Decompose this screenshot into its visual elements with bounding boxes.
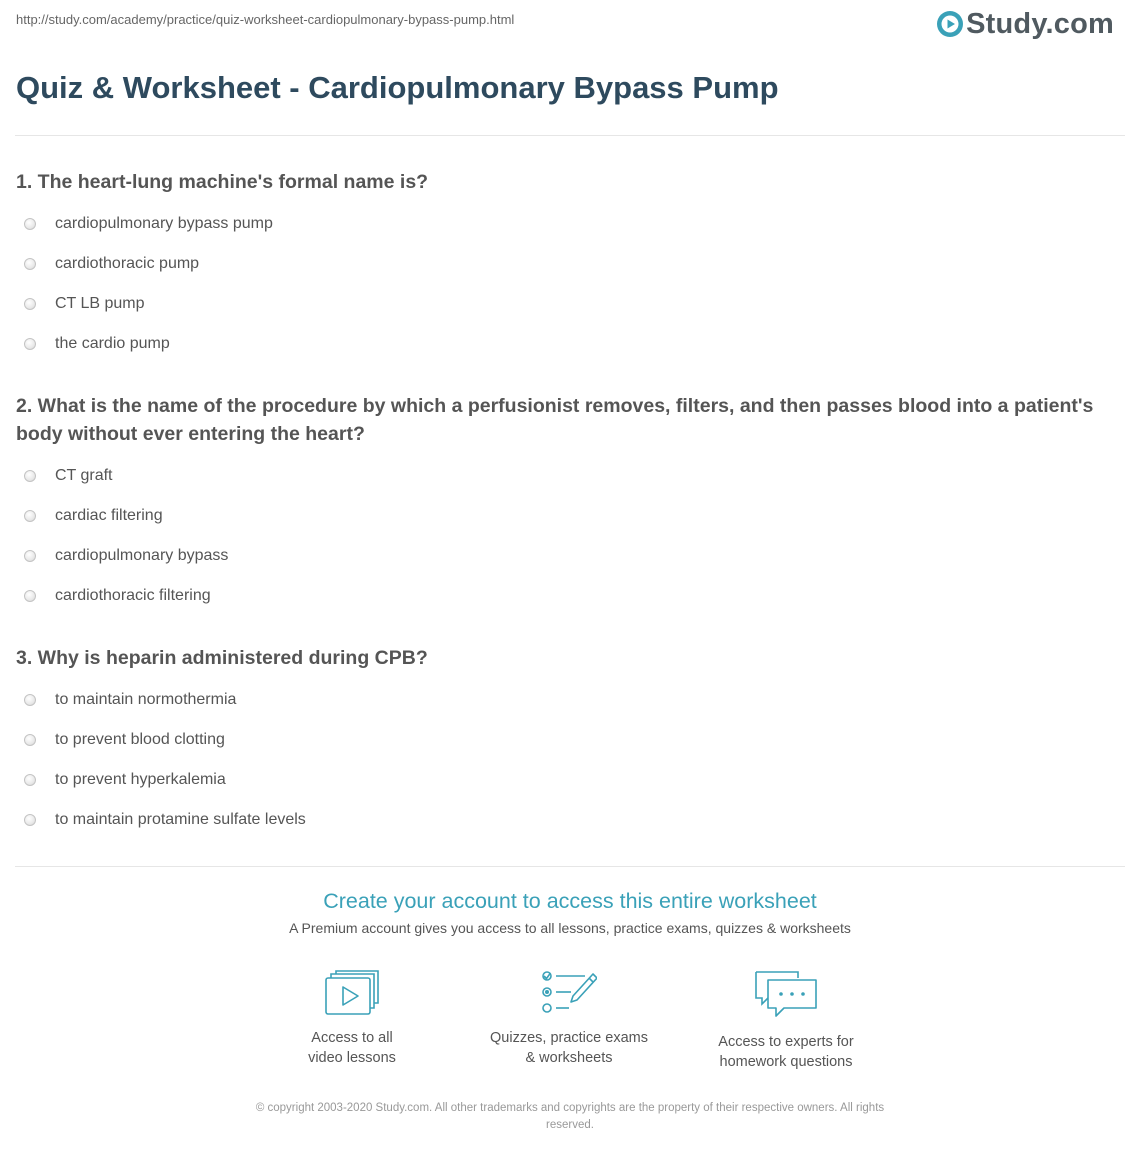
video-lessons-icon [324,970,380,1016]
radio-button[interactable] [24,814,36,826]
radio-button[interactable] [24,694,36,706]
answer-option[interactable] [16,456,1116,496]
answer-option[interactable] [16,496,1116,536]
answer-option[interactable] [16,576,1116,616]
question-text: 1. The heart-lung machine's formal name is? [16,171,429,193]
play-circle-icon [937,11,963,37]
answer-label: to prevent blood clotting [55,731,225,748]
answer-label: cardiothoracic filtering [55,587,211,604]
copyright-line-1: © copyright 2003-2020 Study.com. All other trademarks and copyrights are the property of their respective owners. All rights [255,1102,885,1114]
radio-button[interactable] [24,590,36,602]
answer-option[interactable] [16,680,1116,720]
copyright-line-2: reserved. [546,1119,594,1131]
cta-subtitle: A Premium account gives you access to all lessons, practice exams, quizzes & worksheets [289,920,851,936]
question-text: 2. What is the name of the procedure by which a perfusionist removes, filters, and then passes blood into a patient's body without ever entering the heart? [16,395,1094,445]
feature-experts [686,970,886,1072]
radio-button[interactable] [24,298,36,310]
answer-option[interactable] [16,324,1116,364]
footer-divider [15,866,1125,867]
answer-label: to maintain protamine sulfate levels [55,811,306,828]
feature-label-line-2: video lessons [308,1050,396,1066]
answer-label: the cardio pump [55,335,170,352]
answer-option[interactable] [16,536,1116,576]
answer-label: cardiothoracic pump [55,255,200,272]
radio-button[interactable] [24,510,36,522]
radio-button[interactable] [24,470,36,482]
radio-button[interactable] [24,734,36,746]
quiz-checklist-icon [541,970,597,1016]
page-url: http://study.com/academy/practice/quiz-worksheet-cardiopulmonary-bypass-pump.html [16,12,515,27]
question-text: 3. Why is heparin administered during CPB? [16,647,428,669]
answer-label: to prevent hyperkalemia [55,771,226,788]
feature-label [469,1028,669,1068]
feature-label-line-1: Access to all [311,1030,393,1046]
answer-label: cardiopulmonary bypass [55,547,229,564]
answer-list [16,456,1116,616]
question-2 [16,392,1116,616]
answer-list [16,680,1116,840]
answer-list [16,204,1116,364]
feature-label [252,1028,452,1068]
radio-button[interactable] [24,550,36,562]
radio-button[interactable] [24,218,36,230]
answer-label: CT LB pump [55,295,145,312]
question-1 [16,168,1116,364]
question-3 [16,644,1116,840]
header-divider [15,135,1125,136]
answer-option[interactable] [16,284,1116,324]
feature-video-lessons [252,970,452,1068]
answer-label: cardiac filtering [55,507,163,524]
answer-label: to maintain normothermia [55,691,237,708]
cta-title[interactable]: Create your account to access this entire worksheet [323,889,817,913]
answer-option[interactable] [16,204,1116,244]
radio-button[interactable] [24,338,36,350]
copyright-notice [220,1100,920,1134]
page-title: Quiz & Worksheet - Cardiopulmonary Bypass Pump [16,70,779,105]
radio-button[interactable] [24,258,36,270]
answer-option[interactable] [16,244,1116,284]
feature-label-line-2: homework questions [719,1054,853,1070]
answer-option[interactable] [16,760,1116,800]
feature-label [686,1032,886,1072]
answer-option[interactable] [16,720,1116,760]
feature-quizzes [469,970,669,1068]
feature-label-line-1: Quizzes, practice exams [490,1030,648,1046]
feature-label-line-2: & worksheets [525,1050,613,1066]
answer-label: CT graft [55,467,113,484]
feature-label-line-1: Access to experts for [718,1034,854,1050]
logo-text: Study.com [966,7,1114,40]
answer-option[interactable] [16,800,1116,840]
study-logo[interactable] [937,6,1114,42]
radio-button[interactable] [24,774,36,786]
answer-label: cardiopulmonary bypass pump [55,215,273,232]
chat-bubbles-icon [754,970,818,1020]
